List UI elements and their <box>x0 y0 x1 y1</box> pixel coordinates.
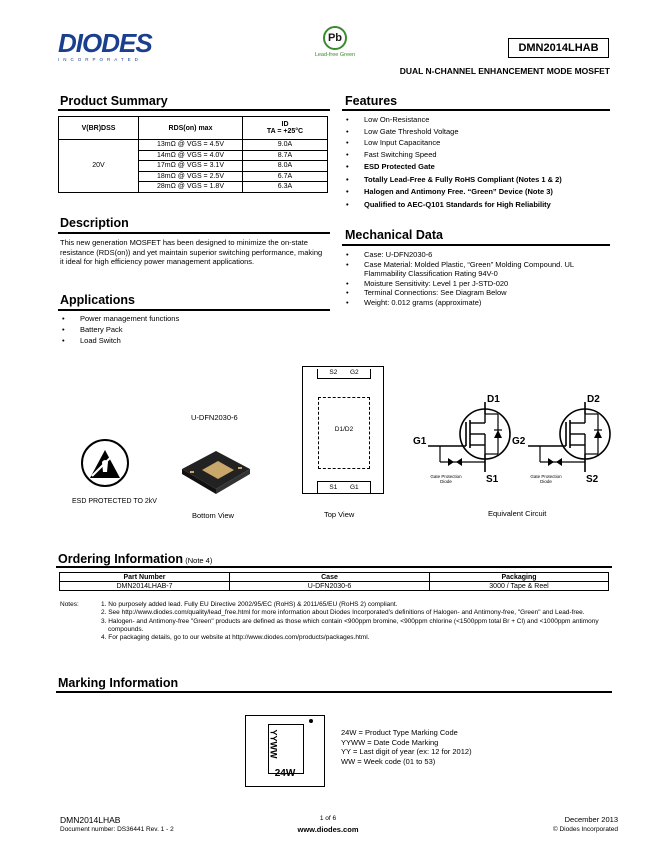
footer-page: 1 of 6 <box>319 815 337 822</box>
id-cell: 8.0A <box>243 161 328 172</box>
mosfet-2-symbol <box>528 402 610 472</box>
applications-title: Applications <box>60 293 136 307</box>
mech-item: • Case Material: Molded Plastic, “Green” Molding Compound. UL Flammability Classification Rating 94V-0 <box>346 260 611 279</box>
mechanical-list <box>346 250 611 308</box>
section-rule <box>342 109 610 111</box>
application-item: • Power management functions <box>62 314 322 325</box>
rds-cell: 17mΩ @ VGS = 3.1V <box>139 161 243 172</box>
legend-item: 24W = Product Type Marking Code <box>341 728 458 737</box>
label-d2: D2 <box>587 394 600 405</box>
rds-cell: 18mΩ @ VGS = 2.5V <box>139 171 243 182</box>
part-number-box: DMN2014LHAB <box>508 38 609 58</box>
vbr-value: 20V <box>59 140 139 193</box>
feature-item: • Low On-Resistance <box>346 114 611 126</box>
legend-item: YYWW = Date Code Marking <box>341 737 439 747</box>
notes-label: Notes: <box>60 601 79 608</box>
feature-item: • Totally Lead-Free & Fully RoHS Compliant (Notes 1 & 2) <box>346 174 611 186</box>
bottom-pins <box>317 481 371 493</box>
gate-protection-label-1: Gate Protection Diode <box>430 474 462 484</box>
application-item: • Load Switch <box>62 336 322 347</box>
mechanical-title: Mechanical Data <box>345 228 443 242</box>
note-item: 2. See http://www.diodes.com/quality/lead_free.html for more information about Diodes Incorporated’s definitions of Halogen- and Antimony-free, "Green" and Lead-free. <box>101 609 585 617</box>
label-d1: D1 <box>487 394 500 405</box>
id-cell: 6.7A <box>243 171 328 182</box>
legend-item: WW = Week code (01 to 53) <box>341 756 436 766</box>
applications-list <box>62 314 322 346</box>
rds-cell: 13mΩ @ VGS = 4.5V <box>139 140 243 151</box>
mech-item: • Case: U-DFN2030-6 <box>346 250 611 260</box>
col-id: ID TA = +25°C <box>243 117 328 140</box>
package-bottom-image <box>178 447 254 497</box>
lead-free-caption: Lead-free Green <box>314 52 356 58</box>
note-item: 4. For packaging details, go to our website at http://www.diodes.com/products/packages.html. <box>101 634 370 642</box>
marking-legend <box>341 728 472 766</box>
label-g2: G2 <box>512 436 526 447</box>
mech-item: • Terminal Connections: See Diagram Below <box>346 288 611 298</box>
feature-item: • ESD Protected Gate <box>346 161 611 173</box>
note-item: 1. No purposely added lead. Fully EU Directive 2002/95/EC (RoHS) & 2011/65/EU (RoHS 2) compliant. <box>101 601 398 608</box>
gate-protection-label-2: Gate Protection Diode <box>530 474 562 484</box>
legend-item: YY = Last digit of year (ex: 12 for 2012) <box>341 747 472 757</box>
ordering-title: Ordering Information (Note 4) <box>58 552 213 566</box>
esd-symbol-icon <box>80 438 130 488</box>
marking-date-code: YYWW <box>268 729 279 759</box>
top-pins <box>317 369 371 379</box>
exposed-pad <box>318 397 370 469</box>
section-rule <box>56 691 612 693</box>
feature-item: • Low Input Capacitance <box>346 137 611 149</box>
ord-header-packaging: Packaging <box>430 573 609 582</box>
footer-website: www.diodes.com <box>297 825 359 834</box>
pin-d1d2: D1/D2 <box>334 426 354 433</box>
marking-diagram <box>245 715 325 787</box>
diodes-logo <box>58 30 178 66</box>
logo-text: DIODES <box>58 28 152 58</box>
note-item: 3. Halogen- and Antimony-free "Green" products are defined as those which contain <900ppm bromine, <900ppm chlorine (<1500ppm total Br + Cl) and <1000ppm antimony compounds. <box>101 617 599 633</box>
doc-subtitle: DUAL N-CHANNEL ENHANCEMENT MODE MOSFET <box>399 66 610 76</box>
col-rds: RDS(on) max <box>139 117 243 140</box>
ord-header-part: Part Number <box>60 573 230 582</box>
product-summary-title: Product Summary <box>60 94 168 108</box>
ord-packaging: 3000 / Tape & Reel <box>430 582 609 591</box>
lead-free-badge <box>310 26 360 58</box>
footer-copyright: © Diodes Incorporated <box>552 826 618 833</box>
pb-leaf-icon: Pb <box>323 26 347 50</box>
ord-header-case: Case <box>230 573 430 582</box>
section-rule <box>56 566 612 568</box>
ordering-table <box>59 572 609 591</box>
description-title: Description <box>60 216 129 230</box>
section-rule <box>342 244 610 246</box>
section-rule <box>58 109 330 111</box>
id-cell: 9.0A <box>243 140 328 151</box>
footer-doc-number: Document number: DS36441 Rev. 1 - 2 <box>60 826 174 833</box>
label-s1: S1 <box>486 474 499 485</box>
product-summary-table <box>58 116 328 193</box>
bottom-view-caption: Bottom View <box>192 511 234 520</box>
feature-item: • Fast Switching Speed <box>346 149 611 161</box>
notes-block <box>101 601 611 642</box>
ord-case: U-DFN2030-6 <box>230 582 430 591</box>
id-cell: 6.3A <box>243 182 328 193</box>
col-vbr: V(BR)DSS <box>59 117 139 140</box>
application-item: • Battery Pack <box>62 325 322 336</box>
feature-item: • Qualified to AEC-Q101 Standards for High Reliability <box>346 199 611 211</box>
label-s2: S2 <box>586 474 599 485</box>
footer-part: DMN2014LHAB <box>60 815 121 825</box>
pin1-dot-icon <box>309 719 313 723</box>
mech-item: • Moisture Sensitivity: Level 1 per J-STD-020 <box>346 279 611 289</box>
features-title: Features <box>345 94 398 108</box>
description-text: This new generation MOSFET has been designed to minimize the on-state resistance (RDS(on)) and yet maintain superior switching performance, making it ideal for high efficiency power management applications. <box>60 238 323 267</box>
features-list <box>346 114 611 211</box>
feature-item: • Low Gate Threshold Voltage <box>346 126 611 138</box>
section-rule <box>58 232 330 234</box>
top-view-outline <box>302 366 384 494</box>
section-rule <box>58 309 330 311</box>
logo-subtext: INCORPORATED <box>58 57 142 62</box>
pin-g1: G1 <box>349 484 359 491</box>
label-g1: G1 <box>413 436 427 447</box>
ord-part-number: DMN2014LHAB-7 <box>60 582 230 591</box>
equiv-circuit-caption: Equivalent Circuit <box>488 509 547 518</box>
pin-g2: G2 <box>349 369 359 376</box>
id-cell: 8.7A <box>243 150 328 161</box>
esd-caption: ESD PROTECTED TO 2kV <box>72 498 157 505</box>
mosfet-1-symbol <box>428 402 510 472</box>
pin-s2: S2 <box>329 369 338 376</box>
footer-date: December 2013 <box>564 815 618 824</box>
mech-item: • Weight: 0.012 grams (approximate) <box>346 298 611 308</box>
pin-s1: S1 <box>329 484 338 491</box>
marking-chip <box>268 724 304 774</box>
feature-item: • Halogen and Antimony Free. “Green” Device (Note 3) <box>346 186 611 198</box>
top-view-caption: Top View <box>324 510 355 519</box>
marking-title: Marking Information <box>58 676 179 690</box>
package-label: U-DFN2030-6 <box>191 413 238 422</box>
marking-product-code: 24W <box>274 768 296 779</box>
rds-cell: 28mΩ @ VGS = 1.8V <box>139 182 243 193</box>
rds-cell: 14mΩ @ VGS = 4.0V <box>139 150 243 161</box>
